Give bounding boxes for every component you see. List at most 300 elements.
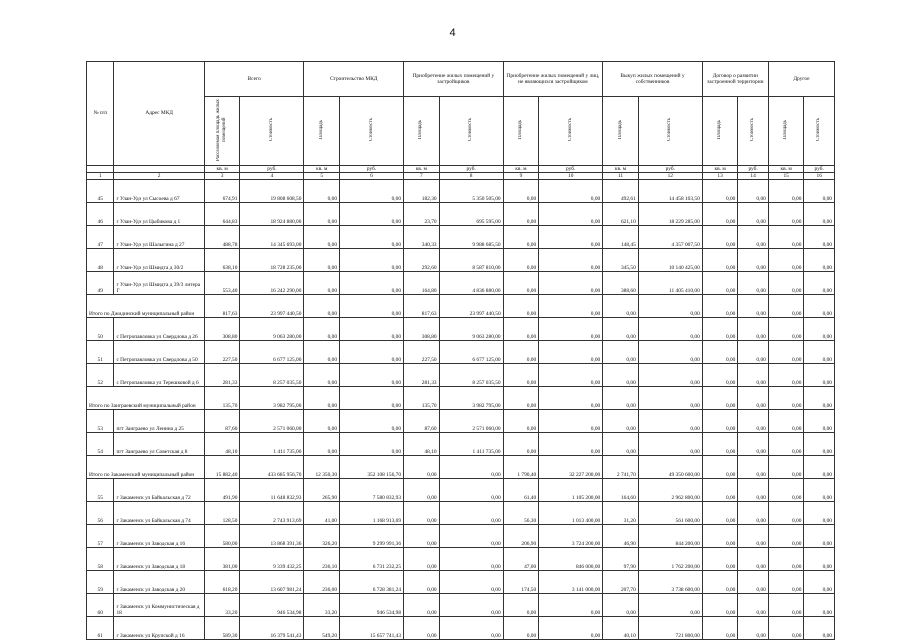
value-cell: 0,00 — [404, 617, 440, 640]
value-cell: 14 345 693,00 — [240, 226, 304, 249]
column-number: 15 — [768, 173, 804, 180]
column-number: 6 — [340, 173, 404, 180]
column-numbers-row — [87, 173, 835, 180]
value-cell: 0,00 — [638, 433, 702, 456]
value-cell: 0,00 — [738, 272, 768, 295]
value-cell: 0,00 — [304, 295, 340, 318]
table-row — [87, 525, 835, 548]
value-cell: 9 339 432,25 — [240, 548, 304, 571]
value-cell: 0,00 — [404, 594, 440, 617]
value-cell: 12 350,30 — [304, 456, 340, 479]
value-cell: 0,00 — [804, 226, 835, 249]
value-cell: 0,00 — [340, 272, 404, 295]
unit-cell: руб. — [804, 166, 835, 173]
column-number: 3 — [204, 173, 240, 180]
value-cell: 19 808 608,50 — [240, 180, 304, 203]
value-cell: 1 411 735,00 — [240, 433, 304, 456]
table-row — [87, 617, 835, 640]
unit-cell: кв. м — [404, 166, 440, 173]
header-group-row — [87, 62, 835, 97]
value-cell: 0,00 — [804, 433, 835, 456]
value-cell: 3 982 795,00 — [439, 387, 503, 410]
value-cell: 49 350 600,00 — [638, 456, 702, 479]
row-index: 49 — [87, 272, 114, 295]
column-number: 9 — [503, 173, 539, 180]
value-cell: 0,00 — [768, 295, 804, 318]
table-row — [87, 502, 835, 525]
value-cell: 9 299 991,36 — [340, 525, 404, 548]
header-group-buyout: Выкуп жилых помещений у собственников — [603, 62, 703, 97]
value-cell: 0,00 — [768, 272, 804, 295]
value-cell: 61,40 — [503, 479, 539, 502]
value-cell: 0,00 — [768, 433, 804, 456]
value-cell: 0,00 — [539, 594, 603, 617]
value-cell: 0,00 — [702, 548, 738, 571]
value-cell: 846 000,00 — [539, 548, 603, 571]
value-cell: 236,10 — [304, 548, 340, 571]
value-cell: 6 677 125,00 — [240, 341, 304, 364]
value-cell: 13 868 391,36 — [240, 525, 304, 548]
value-cell: 0,00 — [503, 295, 539, 318]
value-cell: 2 743 913,69 — [240, 502, 304, 525]
value-cell: 48,10 — [404, 433, 440, 456]
value-cell: 227,50 — [404, 341, 440, 364]
value-cell: 0,00 — [638, 341, 702, 364]
value-cell: 0,00 — [404, 525, 440, 548]
value-cell: 0,00 — [340, 410, 404, 433]
row-index: 59 — [87, 571, 114, 594]
row-address: пгт Заиграево ул Ленина д 25 — [114, 410, 204, 433]
value-cell: 589,30 — [204, 617, 240, 640]
column-number: 12 — [638, 173, 702, 180]
value-cell: 33,20 — [304, 594, 340, 617]
value-cell: 0,00 — [539, 364, 603, 387]
value-cell: 182,30 — [404, 180, 440, 203]
table-row — [87, 341, 835, 364]
value-cell: 0,00 — [539, 203, 603, 226]
value-cell: 0,00 — [768, 203, 804, 226]
row-address: г Закаменск ул Крупской д 16 — [114, 617, 204, 640]
value-cell: 0,00 — [404, 548, 440, 571]
row-address: с Петропавловка ул Свердлова д 50 — [114, 341, 204, 364]
value-cell: 0,00 — [738, 249, 768, 272]
value-cell: 0,00 — [804, 548, 835, 571]
value-cell: 9 988 685,50 — [439, 226, 503, 249]
value-cell: 0,00 — [638, 318, 702, 341]
row-address: с Петропавловка ул Терешковой д 6 — [114, 364, 204, 387]
value-cell: 3 738 600,00 — [638, 571, 702, 594]
value-cell: 11 648 832,93 — [240, 479, 304, 502]
value-cell: 164,60 — [603, 479, 639, 502]
column-number: 13 — [702, 173, 738, 180]
value-cell: 492,61 — [603, 180, 639, 203]
value-cell: 1 013 400,00 — [539, 502, 603, 525]
value-cell: 0,00 — [503, 594, 539, 617]
value-cell: 40,10 — [603, 617, 639, 640]
value-cell: 0,00 — [539, 318, 603, 341]
value-cell: 0,00 — [804, 456, 835, 479]
value-cell: 721 800,00 — [638, 617, 702, 640]
value-cell: 0,00 — [804, 272, 835, 295]
value-cell: 0,00 — [768, 594, 804, 617]
value-cell: 0,00 — [503, 226, 539, 249]
row-index: 55 — [87, 479, 114, 502]
value-cell: 553,40 — [204, 272, 240, 295]
value-cell: 87,60 — [204, 410, 240, 433]
unit-cell: руб. — [738, 166, 768, 173]
header-address: Адрес МКД — [114, 62, 204, 166]
row-index: 50 — [87, 318, 114, 341]
value-cell: 621,10 — [603, 203, 639, 226]
row-address: г Закаменск ул Заводская д 20 — [114, 571, 204, 594]
header-sub-cell: Расселяемая площадь жилых помещений — [204, 97, 240, 166]
header-group-purchase-developers: Приобретение жилых помещений у застройщиков — [404, 62, 504, 97]
value-cell: 0,00 — [702, 571, 738, 594]
value-cell: 0,00 — [404, 456, 440, 479]
value-cell: 0,00 — [539, 387, 603, 410]
value-cell: 6 728 381,24 — [340, 571, 404, 594]
value-cell: 0,00 — [638, 295, 702, 318]
value-cell: 0,00 — [768, 479, 804, 502]
value-cell: 352 108 156,70 — [340, 456, 404, 479]
header-sub-cell: Площадь — [702, 97, 738, 166]
unit-cell — [87, 166, 114, 173]
value-cell: 1 790,40 — [503, 456, 539, 479]
table-row — [87, 594, 835, 617]
value-cell: 0,00 — [738, 203, 768, 226]
value-cell: 0,00 — [768, 525, 804, 548]
table-row — [87, 548, 835, 571]
row-address: г Закаменск ул Заводская д 16 — [114, 525, 204, 548]
value-cell: 9 063 280,00 — [439, 318, 503, 341]
value-cell: 0,00 — [404, 479, 440, 502]
value-cell: 0,00 — [340, 203, 404, 226]
value-cell: 23,70 — [404, 203, 440, 226]
value-cell: 0,00 — [738, 318, 768, 341]
value-cell: 0,00 — [340, 341, 404, 364]
value-cell: 0,00 — [804, 180, 835, 203]
value-cell: 135,70 — [404, 387, 440, 410]
value-cell: 206,90 — [503, 525, 539, 548]
row-index: 47 — [87, 226, 114, 249]
value-cell: 0,00 — [439, 502, 503, 525]
column-number: 2 — [114, 173, 204, 180]
value-cell: 15 882,40 — [204, 456, 240, 479]
value-cell: 174,50 — [503, 571, 539, 594]
header-sub-cell: Площадь — [304, 97, 340, 166]
value-cell: 236,00 — [304, 571, 340, 594]
header-group-purchase-others: Приобретение жилых помещений у лиц, не являющихся застройщиком — [503, 62, 603, 97]
row-address: г Улан-Удэ ул Сысоева д 67 — [114, 180, 204, 203]
value-cell: 0,00 — [304, 387, 340, 410]
header-sub-cell: Стоимость — [638, 97, 702, 166]
value-cell: 0,00 — [638, 364, 702, 387]
value-cell: 265,90 — [304, 479, 340, 502]
value-cell: 47,00 — [503, 548, 539, 571]
value-cell: 0,00 — [738, 617, 768, 640]
value-cell: 0,00 — [503, 341, 539, 364]
value-cell: 16 379 541,43 — [240, 617, 304, 640]
value-cell: 3 724 200,00 — [539, 525, 603, 548]
value-cell: 0,00 — [304, 410, 340, 433]
value-cell: 14 458 103,50 — [638, 180, 702, 203]
value-cell: 0,00 — [804, 502, 835, 525]
value-cell: 0,00 — [340, 433, 404, 456]
row-address: г Улан-Удэ ул Шалыгина д 27 — [114, 226, 204, 249]
units-row — [87, 166, 835, 173]
column-number: 7 — [404, 173, 440, 180]
table-row — [87, 203, 835, 226]
value-cell: 0,00 — [702, 364, 738, 387]
value-cell: 87,60 — [404, 410, 440, 433]
value-cell: 31,20 — [603, 502, 639, 525]
value-cell: 0,00 — [768, 226, 804, 249]
value-cell: 0,00 — [340, 318, 404, 341]
value-cell: 0,00 — [539, 180, 603, 203]
value-cell: 0,00 — [304, 433, 340, 456]
value-cell: 56,30 — [503, 502, 539, 525]
value-cell: 128,50 — [204, 502, 240, 525]
value-cell: 0,00 — [738, 479, 768, 502]
unit-cell: кв. м — [304, 166, 340, 173]
header-group-other: Другое — [768, 62, 834, 97]
value-cell: 0,00 — [603, 341, 639, 364]
value-cell: 0,00 — [503, 272, 539, 295]
table-row — [87, 318, 835, 341]
value-cell: 0,00 — [738, 456, 768, 479]
value-cell: 0,00 — [503, 617, 539, 640]
header-sub-cell: Площадь — [503, 97, 539, 166]
value-cell: 0,00 — [603, 594, 639, 617]
value-cell: 0,00 — [638, 387, 702, 410]
column-number: 1 — [87, 173, 114, 180]
header-sub-cell: Площадь — [603, 97, 639, 166]
header-index: № п/п — [87, 62, 114, 166]
value-cell: 308,80 — [404, 318, 440, 341]
unit-cell: руб. — [240, 166, 304, 173]
table-row — [87, 226, 835, 249]
value-cell: 0,00 — [603, 318, 639, 341]
value-cell: 0,00 — [768, 617, 804, 640]
subtotal-label: Итого по Джидинский муниципальный район — [87, 295, 205, 318]
value-cell: 0,00 — [603, 433, 639, 456]
value-cell: 0,00 — [304, 180, 340, 203]
value-cell: 4 836 880,00 — [439, 272, 503, 295]
value-cell: 41,00 — [304, 502, 340, 525]
value-cell: 0,00 — [539, 249, 603, 272]
value-cell: 23 997 440,50 — [439, 295, 503, 318]
row-index: 53 — [87, 410, 114, 433]
value-cell: 0,00 — [503, 180, 539, 203]
value-cell: 0,00 — [702, 203, 738, 226]
value-cell: 0,00 — [768, 502, 804, 525]
value-cell: 48,10 — [204, 433, 240, 456]
header-sub-cell: Стоимость — [539, 97, 603, 166]
value-cell: 0,00 — [638, 594, 702, 617]
value-cell: 549,20 — [304, 617, 340, 640]
value-cell: 0,00 — [804, 594, 835, 617]
column-number: 4 — [240, 173, 304, 180]
row-index: 57 — [87, 525, 114, 548]
value-cell: 3 141 000,00 — [539, 571, 603, 594]
value-cell: 281,33 — [204, 364, 240, 387]
value-cell: 0,00 — [539, 295, 603, 318]
value-cell: 10 140 425,00 — [638, 249, 702, 272]
value-cell: 308,80 — [204, 318, 240, 341]
row-index: 51 — [87, 341, 114, 364]
value-cell: 0,00 — [702, 295, 738, 318]
table-row — [87, 272, 835, 295]
value-cell: 0,00 — [804, 341, 835, 364]
value-cell: 18 924 880,00 — [240, 203, 304, 226]
subtotal-label: Итого по Заиграевский муниципальный район — [87, 387, 205, 410]
value-cell: 340,33 — [404, 226, 440, 249]
value-cell: 0,00 — [503, 249, 539, 272]
row-address: г Улан-Удэ ул Шмидта д 39/3 литера Г — [114, 272, 204, 295]
row-index: 58 — [87, 548, 114, 571]
value-cell: 0,00 — [702, 387, 738, 410]
column-number: 16 — [804, 173, 835, 180]
value-cell: 0,00 — [404, 571, 440, 594]
value-cell: 488,78 — [204, 226, 240, 249]
value-cell: 0,00 — [304, 249, 340, 272]
value-cell: 0,00 — [768, 180, 804, 203]
value-cell: 292,60 — [404, 249, 440, 272]
value-cell: 0,00 — [439, 456, 503, 479]
value-cell: 0,00 — [804, 203, 835, 226]
table-row — [87, 180, 835, 203]
column-number: 10 — [539, 173, 603, 180]
value-cell: 0,00 — [768, 249, 804, 272]
value-cell: 7 580 832,93 — [340, 479, 404, 502]
header-sub-cell: Стоимость — [340, 97, 404, 166]
value-cell: 0,00 — [304, 341, 340, 364]
value-cell: 0,00 — [503, 318, 539, 341]
value-cell: 0,00 — [304, 364, 340, 387]
value-cell: 0,00 — [768, 318, 804, 341]
value-cell: 0,00 — [603, 387, 639, 410]
value-cell: 0,00 — [738, 226, 768, 249]
value-cell: 0,00 — [439, 594, 503, 617]
value-cell: 0,00 — [702, 502, 738, 525]
header-sub-cell: Стоимость — [738, 97, 768, 166]
row-address: пгт Заиграево ул Советская д 8 — [114, 433, 204, 456]
row-index: 54 — [87, 433, 114, 456]
value-cell: 18 229 285,00 — [638, 203, 702, 226]
value-cell: 164,80 — [404, 272, 440, 295]
value-cell: 0,00 — [340, 387, 404, 410]
subtotal-row — [87, 295, 835, 318]
table-row — [87, 433, 835, 456]
value-cell: 0,00 — [804, 364, 835, 387]
value-cell: 6 731 232,25 — [340, 548, 404, 571]
value-cell: 207,70 — [603, 571, 639, 594]
value-cell: 0,00 — [439, 548, 503, 571]
value-cell: 4 357 007,50 — [638, 226, 702, 249]
value-cell: 148,45 — [603, 226, 639, 249]
value-cell: 0,00 — [503, 410, 539, 433]
value-cell: 0,00 — [768, 456, 804, 479]
table-row — [87, 571, 835, 594]
row-address: г Улан-Удэ ул Шмидта д 30/2 — [114, 249, 204, 272]
value-cell: 46,90 — [603, 525, 639, 548]
value-cell: 0,00 — [702, 594, 738, 617]
value-cell: 0,00 — [702, 341, 738, 364]
value-cell: 1 105 200,00 — [539, 479, 603, 502]
value-cell: 13 607 981,24 — [240, 571, 304, 594]
header-sub-cell: Стоимость — [804, 97, 835, 166]
row-index: 61 — [87, 617, 114, 640]
value-cell: 0,00 — [804, 525, 835, 548]
value-cell: 0,00 — [702, 318, 738, 341]
value-cell: 8 257 035,50 — [439, 364, 503, 387]
value-cell: 433 685 956,70 — [240, 456, 304, 479]
row-index: 46 — [87, 203, 114, 226]
value-cell: 1 168 913,69 — [340, 502, 404, 525]
table-row — [87, 249, 835, 272]
value-cell: 0,00 — [768, 571, 804, 594]
header-group-construction: Строительство МКД — [304, 62, 404, 97]
value-cell: 0,00 — [768, 341, 804, 364]
value-cell: 0,00 — [738, 433, 768, 456]
value-cell: 3 982 795,00 — [240, 387, 304, 410]
value-cell: 946 534,98 — [340, 594, 404, 617]
header-group-development-contract: Договор о развитии застроенной территории — [702, 62, 768, 97]
value-cell: 345,50 — [603, 249, 639, 272]
value-cell: 817,63 — [204, 295, 240, 318]
value-cell: 561 600,00 — [638, 502, 702, 525]
value-cell: 0,00 — [804, 318, 835, 341]
row-address: г Улан-Удэ ул Цыбикова д 1 — [114, 203, 204, 226]
value-cell: 227,50 — [204, 341, 240, 364]
value-cell: 0,00 — [638, 410, 702, 433]
value-cell: 8 257 035,50 — [240, 364, 304, 387]
value-cell: 0,00 — [340, 180, 404, 203]
value-cell: 674,91 — [204, 180, 240, 203]
value-cell: 0,00 — [804, 249, 835, 272]
value-cell: 0,00 — [804, 387, 835, 410]
value-cell: 0,00 — [340, 295, 404, 318]
value-cell: 0,00 — [539, 341, 603, 364]
value-cell: 0,00 — [304, 318, 340, 341]
resettlement-table — [86, 61, 835, 640]
value-cell: 0,00 — [539, 433, 603, 456]
value-cell: 0,00 — [539, 272, 603, 295]
unit-cell: кв. м — [702, 166, 738, 173]
value-cell: 16 242 290,00 — [240, 272, 304, 295]
value-cell: 638,10 — [204, 249, 240, 272]
value-cell: 0,00 — [738, 364, 768, 387]
row-index: 45 — [87, 180, 114, 203]
value-cell: 135,70 — [204, 387, 240, 410]
value-cell: 388,60 — [603, 272, 639, 295]
value-cell: 0,00 — [804, 617, 835, 640]
value-cell: 0,00 — [804, 410, 835, 433]
value-cell: 2 962 800,00 — [638, 479, 702, 502]
value-cell: 0,00 — [804, 479, 835, 502]
value-cell: 844 200,00 — [638, 525, 702, 548]
value-cell: 0,00 — [702, 617, 738, 640]
row-index: 52 — [87, 364, 114, 387]
column-number: 14 — [738, 173, 768, 180]
row-address: г Закаменск ул Байкальская д 72 — [114, 479, 204, 502]
value-cell: 0,00 — [738, 295, 768, 318]
value-cell: 0,00 — [439, 479, 503, 502]
value-cell: 0,00 — [738, 341, 768, 364]
value-cell: 0,00 — [702, 249, 738, 272]
unit-cell: кв. м — [204, 166, 240, 173]
value-cell: 0,00 — [503, 364, 539, 387]
